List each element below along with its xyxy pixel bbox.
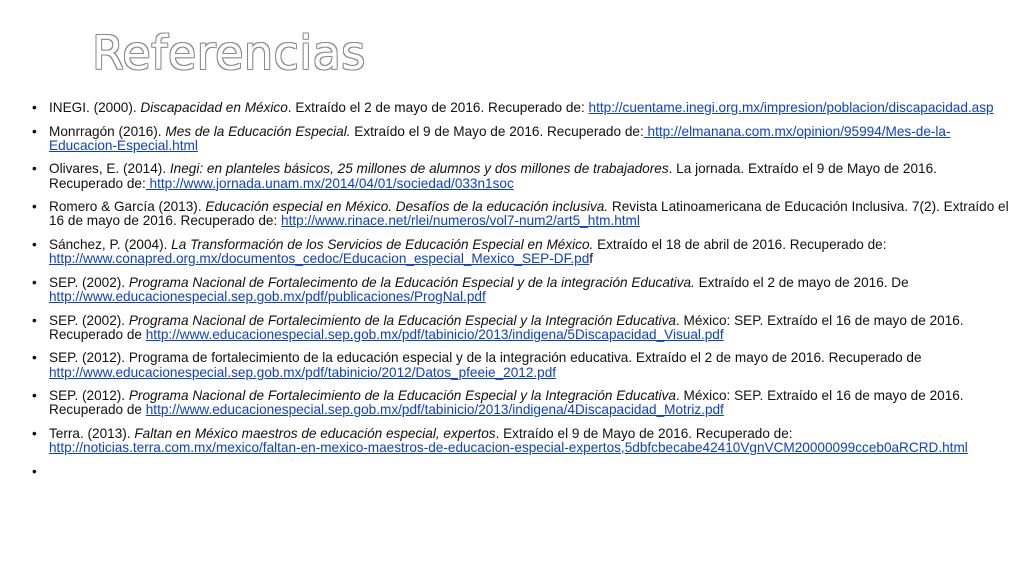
reference-title: Faltan en México maestros de educación especial, expertos [134, 425, 496, 441]
reference-text: . Extraído el 9 de Mayo de 2016. Recuperado de: [495, 425, 793, 441]
bullet-marker: • [32, 161, 37, 177]
bullet-marker: • [32, 425, 37, 441]
bullet-marker: • [32, 463, 37, 479]
reference-title: Programa Nacional de Fortalecimiento de la Educación Especial y la Integración Educativa [128, 312, 676, 328]
reference-text: . Extraído el 2 de mayo de 2016. Recuperado de: [287, 100, 589, 115]
reference-item [32, 238, 1012, 266]
reference-text: SEP. (2012). Programa de fortalecimiento de la educación especial y de la integración educativa. Extraído el 2 de mayo de 2016. Recuperado de [49, 350, 922, 366]
bullet-marker: • [32, 312, 37, 328]
bullet-marker: • [32, 199, 37, 215]
reference-link[interactable]: http://www.educacionespecial.sep.gob.mx/pdf/tabinicio/2012/Datos_pfeeie_2012.pdf [49, 364, 557, 380]
reference-link[interactable]: http://noticias.terra.com.mx/mexico/faltan-en-mexico-maestros-de-educacion-especial-expertos,5dbfcbecabe42410VgnVCM20000099cceb0aRCRD.html [49, 440, 968, 456]
reference-text: Romero & García (2013). [49, 199, 206, 215]
reference-text: SEP. (2002). [49, 274, 129, 290]
bullet-marker: • [32, 123, 37, 139]
reference-item [32, 125, 1012, 153]
bullet-marker: • [32, 236, 37, 252]
reference-title: Programa Nacional de Fortalecimento de la Educación Especial y de la integración Educativa. [128, 274, 695, 290]
reference-link[interactable]: http://www.educacionespecial.sep.gob.mx/pdf/tabinicio/2013/indigena/5Discapacidad_Visual.pdf [145, 326, 724, 342]
bullet-marker: • [32, 350, 37, 366]
reference-text: . México: SEP. Extraído el 16 de mayo de 2016. Recuperado de [49, 312, 964, 342]
reference-link[interactable]: http://elmanana.com.mx/opinion/95994/Mes-de-la-Educacion-Especial.html [49, 123, 951, 153]
reference-text: Extraído el 18 de abril de 2016. Recuperado de: [593, 236, 887, 252]
reference-title: Programa Nacional de Fortalecimiento de la Educación Especial y la Integración Educativa [128, 388, 676, 404]
reference-item [32, 351, 1012, 379]
reference-list [32, 100, 1012, 479]
reference-text: SEP. (2012). [49, 388, 129, 404]
reference-title: Discapacidad en México [140, 100, 288, 115]
bullet-marker: • [32, 388, 37, 404]
reference-text: f [589, 251, 594, 267]
reference-title: La Transformación de los Servicios de Educación Especial en México. [171, 236, 594, 252]
reference-item [32, 276, 1012, 304]
reference-text: Olivares, E. (2014). [49, 161, 170, 177]
reference-title: Educación especial en México. Desafíos de la educación inclusiva. [205, 199, 609, 215]
reference-text: . La jornada. Extraído el 9 de Mayo de 2016. Recuperado de: [49, 161, 937, 191]
reference-link[interactable]: http://www.educacionespecial.sep.gob.mx/pdf/publicaciones/ProgNal.pdf [49, 288, 486, 304]
bullet-marker: • [32, 100, 37, 115]
reference-item [32, 101, 1012, 115]
reference-item [32, 389, 1012, 417]
reference-text: INEGI. (2000). [49, 100, 141, 115]
reference-text: Monrragón (2016). [49, 123, 166, 139]
reference-link[interactable]: http://www.educacionespecial.sep.gob.mx/pdf/tabinicio/2013/indigena/4Discapacidad_Motriz.pdf [145, 402, 724, 418]
reference-link[interactable]: http://www.jornada.unam.mx/2014/04/01/sociedad/033n1soc [145, 175, 514, 191]
reference-item [32, 427, 1012, 455]
reference-text: Sánchez, P. (2004). [49, 236, 172, 252]
reference-item [32, 200, 1012, 228]
reference-text: Extraído el 2 de mayo de 2016. De [694, 274, 909, 290]
reference-text: . México: SEP. Extraído el 16 de mayo de 2016. Recuperado de [49, 388, 964, 418]
reference-text: SEP. (2002). [49, 312, 129, 328]
reference-text: Terra. (2013). [49, 425, 135, 441]
reference-item [32, 314, 1012, 342]
reference-title: Inegi: en planteles básicos, 25 millones de alumnos y dos millones de trabajadores [169, 161, 669, 177]
page-title: Referencias [92, 26, 366, 80]
reference-text: Revista Latinoamericana de Educación Inclusiva. 7(2). Extraído el 16 de mayo de 2016. Recuperado de: [49, 199, 1009, 229]
reference-title: Mes de la Educación Especial. [165, 123, 351, 139]
reference-text: Extraído el 9 de Mayo de 2016. Recuperado de: [350, 123, 644, 139]
bullet-marker: • [32, 274, 37, 290]
reference-link[interactable]: http://www.conapred.org.mx/documentos_cedoc/Educacion_especial_Mexico_SEP-DF.pd [49, 251, 590, 267]
reference-link[interactable]: http://www.rinace.net/rlei/numeros/vol7-num2/art5_htm.html [281, 213, 640, 229]
reference-link[interactable]: http://cuentame.inegi.org.mx/impresion/poblacion/discapacidad.asp [588, 100, 994, 115]
reference-item [32, 162, 1012, 190]
